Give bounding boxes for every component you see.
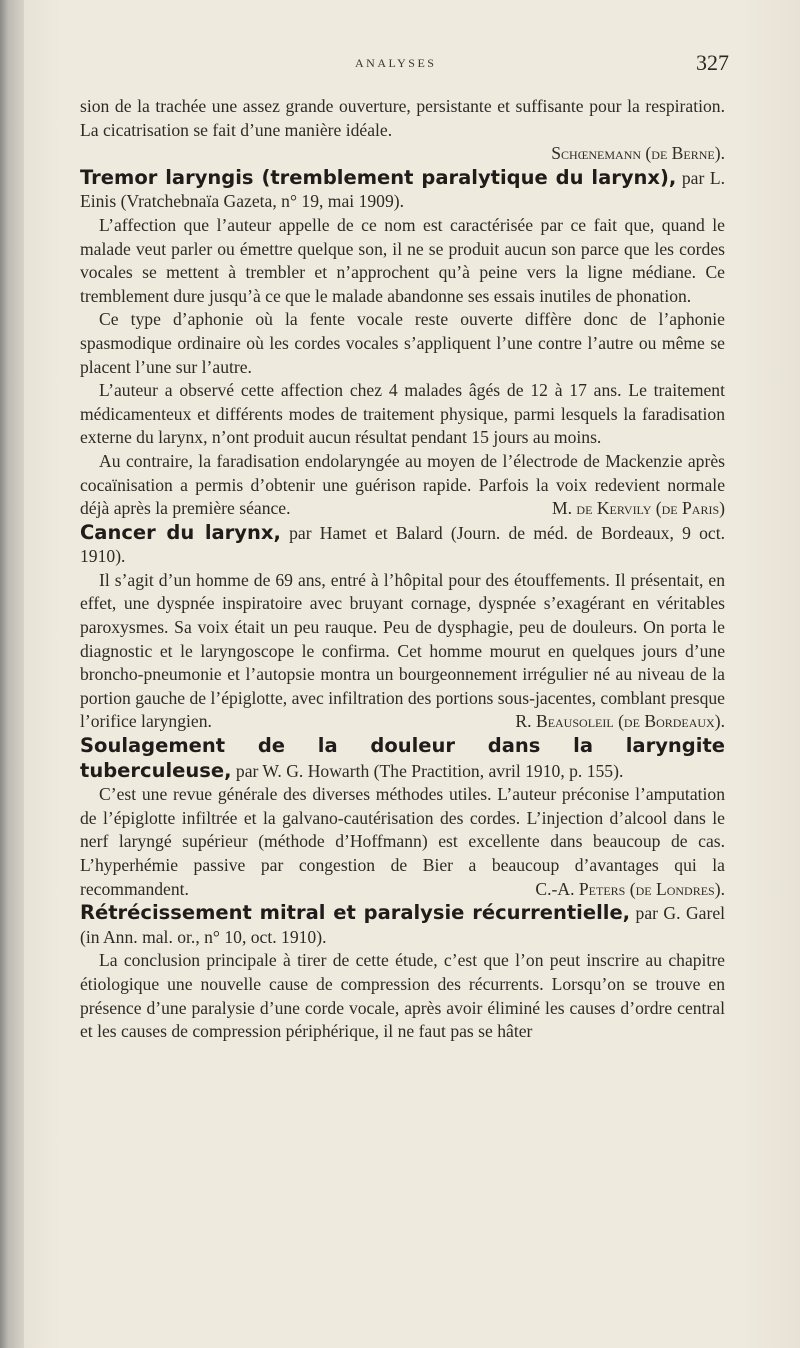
paragraph: L’affection que l’auteur appelle de ce nom est caractérisée par ce fait que, quand le malade veut parler ou émettre quelque son, il ne se produit aucun son parce que les cordes vocales se mettent à trembler et n’approchent qu’à peine vers la ligne médiane. Ce tremblement dure jusqu’à ce que le malade abandonne ses essais inutiles de phonation. [80, 214, 725, 306]
body-text [80, 95, 725, 1044]
paragraph: C’est une revue générale des diverses méthodes utiles. L’auteur préconise l’amputation de l’épiglotte infiltrée et la galvano-cautérisation des cordes. L’injection d’alcool dans le nerf laryngé supérieur (méthode d’Hoffmann) est excellente dans beaucoup de cas. L’hyperhémie passive par congestion de Bier a beaucoup d’avantages qui la recommandent. C.-A. Peters (de Londres). [80, 783, 725, 901]
continuation-line: sion de la trachée une assez grande ouverture, persistante et suffisante pour la respiration. La cicatrisation se fait d’une manière idéale. [80, 96, 725, 140]
article-heading: Soulagement de la douleur dans la laryngite tuberculeuse, par W. G. Howarth (The Practition, avril 1910, p. 155). [80, 734, 725, 782]
paragraph: Il s’agit d’un homme de 69 ans, entré à l’hôpital pour des étouffements. Il présentait, en effet, une dyspnée inspiratoire avec bruyant cornage, dyspnée s’exagérant en véritables paroxysmes. Sa voix était un peu rauque. Peu de dysphagie, peu de douleurs. On porta le diagnostic et le laryngoscope le confirma. Cet homme mourut en quelques jours d’une broncho-pneumonie et l’autopsie montra un bourgeonnement irrégulier né au niveau de la portion gauche de l’épiglotte, avec infiltration des portions sous-jacentes, comblant presque l’orifice laryngien. R. Beausoleil (de Bordeaux). [80, 569, 725, 734]
page-number: 327 [696, 50, 729, 75]
page-binding-edge [0, 0, 24, 1348]
citation: par G. Garel (in Ann. mal. or., n° 10, oct. 1910). [80, 903, 726, 947]
article-heading: Cancer du larynx, par Hamet et Balard (Journ. de méd. de Bordeaux, 9 oct. 1910). [80, 520, 725, 567]
page-header [0, 48, 800, 78]
paragraph: Au contraire, la faradisation endolaryngée au moyen de l’électrode de Mackenzie après cocaïnisation a permis d’obtenir une guérison rapide. Parfois la voix redevient normale déjà après la première séance. M. de Kervily (de Paris) [80, 450, 725, 521]
signature: C.-A. Peters (de Londres). [535, 878, 725, 899]
signature: Schœnemann (de Berne). [551, 143, 725, 164]
citation: par Hamet et Balard (Journ. de méd. de Bordeaux, 9 oct. 1910). [80, 522, 725, 567]
paragraph: La conclusion principale à tirer de cette étude, c’est que l’on peut inscrire au chapitre étiologique une nouvelle cause de compression des récurrents. Lorsqu’on se trouve en présence d’une paralysie d’une corde vocale, après avoir éliminé les causes d’ordre central et les causes de compression périphérique, il ne faut pas se hâter [80, 950, 725, 1042]
paragraph: L’auteur a observé cette affection chez 4 malades âgés de 12 à 17 ans. Le traitement médicamenteux et différents modes de traitement physique, parmi lesquels la faradisation externe du larynx, n’ont produit aucun résultat pendant 15 jours au moins. [80, 380, 725, 448]
paragraph: Ce type d’aphonie où la fente vocale reste ouverte diffère donc de l’aphonie spasmodique ordinaire où les cordes vocales s’appliquent l’une contre l’autre ou même se placent l’une sur l’autre. [80, 309, 725, 377]
article-heading: Tremor laryngis (tremblement paralytique du larynx), par L. Einis (Vratchebnaïa Gazeta, n° 19, mai 1909). [80, 165, 726, 212]
citation: par L. Einis (Vratchebnaïa Gazeta, n° 19, mai 1909). [80, 167, 726, 212]
article-heading: Rétrécissement mitral et paralysie récurrentielle, par G. Garel (in Ann. mal. or., n° 10, oct. 1910). [80, 901, 726, 947]
signature: M. de Kervily (de Paris) [551, 498, 725, 519]
running-title: ANALYSES [355, 56, 437, 70]
signature: R. Beausoleil (de Bordeaux). [515, 711, 725, 732]
citation: par W. G. Howarth (The Practition, avril 1910, p. 155). [235, 760, 624, 781]
